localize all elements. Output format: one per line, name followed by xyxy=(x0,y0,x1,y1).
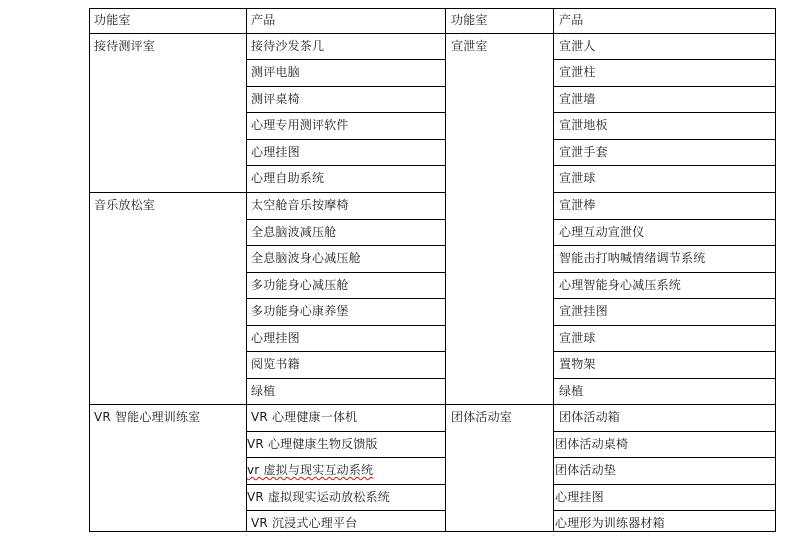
product-item: 团体活动桌椅 xyxy=(555,437,629,451)
product-item: 心理智能身心减压系统 xyxy=(559,278,682,292)
product-item: vr 虚拟与现实互动系统 xyxy=(247,463,374,477)
room-name: VR 智能心理训练室 xyxy=(94,410,201,424)
room-name: 宣泄室 xyxy=(451,39,488,53)
product-item: VR 心理健康生物反馈版 xyxy=(247,437,378,451)
product-item: 宣泄人 xyxy=(559,39,596,53)
product-item: 测评电脑 xyxy=(251,65,300,79)
product-item: 心理挂图 xyxy=(251,145,300,159)
product-item: 宣泄挂图 xyxy=(559,304,608,318)
product-item: 多功能身心康养堡 xyxy=(251,304,349,318)
product-item: 阅览书籍 xyxy=(251,357,300,371)
product-item: 团体活动垫 xyxy=(555,463,617,477)
product-item: 心理挂图 xyxy=(555,490,604,504)
product-item: 宣泄墙 xyxy=(559,92,596,106)
product-item: 全息脑波减压舱 xyxy=(251,225,337,239)
product-item: 宣泄球 xyxy=(559,171,596,185)
product-item: 测评桌椅 xyxy=(251,92,300,106)
product-item: 宣泄手套 xyxy=(559,145,608,159)
product-item: 接待沙发茶几 xyxy=(251,39,325,53)
room-name: 音乐放松室 xyxy=(94,198,156,212)
product-item: 心理形为训练器材箱 xyxy=(555,516,665,530)
room-name: 接待测评室 xyxy=(94,39,156,53)
product-item: 心理自助系统 xyxy=(251,171,325,185)
header-product: 产品 xyxy=(559,13,584,27)
product-item: VR 沉浸式心理平台 xyxy=(251,516,358,530)
product-item: 宣泄地板 xyxy=(559,118,608,132)
product-item: 宣泄球 xyxy=(559,331,596,345)
product-item: 太空舱音乐按摩椅 xyxy=(251,198,349,212)
product-item: 多功能身心减压舱 xyxy=(251,278,349,292)
table-border-left xyxy=(89,8,90,532)
header-room: 功能室 xyxy=(94,13,131,27)
product-item: 绿植 xyxy=(559,384,584,398)
product-item: 全息脑波身心减压舱 xyxy=(251,251,361,265)
product-item: 宣泄棒 xyxy=(559,198,596,212)
product-item: 智能击打呐喊情绪调节系统 xyxy=(559,251,706,265)
product-item: VR 虚拟现实运动放松系统 xyxy=(247,490,390,504)
product-item: 绿植 xyxy=(251,384,276,398)
product-item: 心理挂图 xyxy=(251,331,300,345)
column-divider xyxy=(445,8,446,532)
product-item: 心理专用测评软件 xyxy=(251,118,349,132)
equipment-table xyxy=(89,8,776,532)
header-product: 产品 xyxy=(251,13,276,27)
product-item: 团体活动箱 xyxy=(559,410,621,424)
product-item: 心理互动宣泄仪 xyxy=(559,225,645,239)
room-name: 团体活动室 xyxy=(451,410,513,424)
product-item: 置物架 xyxy=(559,357,596,371)
header-room: 功能室 xyxy=(451,13,488,27)
product-item: 宣泄柱 xyxy=(559,65,596,79)
product-item: VR 心理健康一体机 xyxy=(251,410,358,424)
